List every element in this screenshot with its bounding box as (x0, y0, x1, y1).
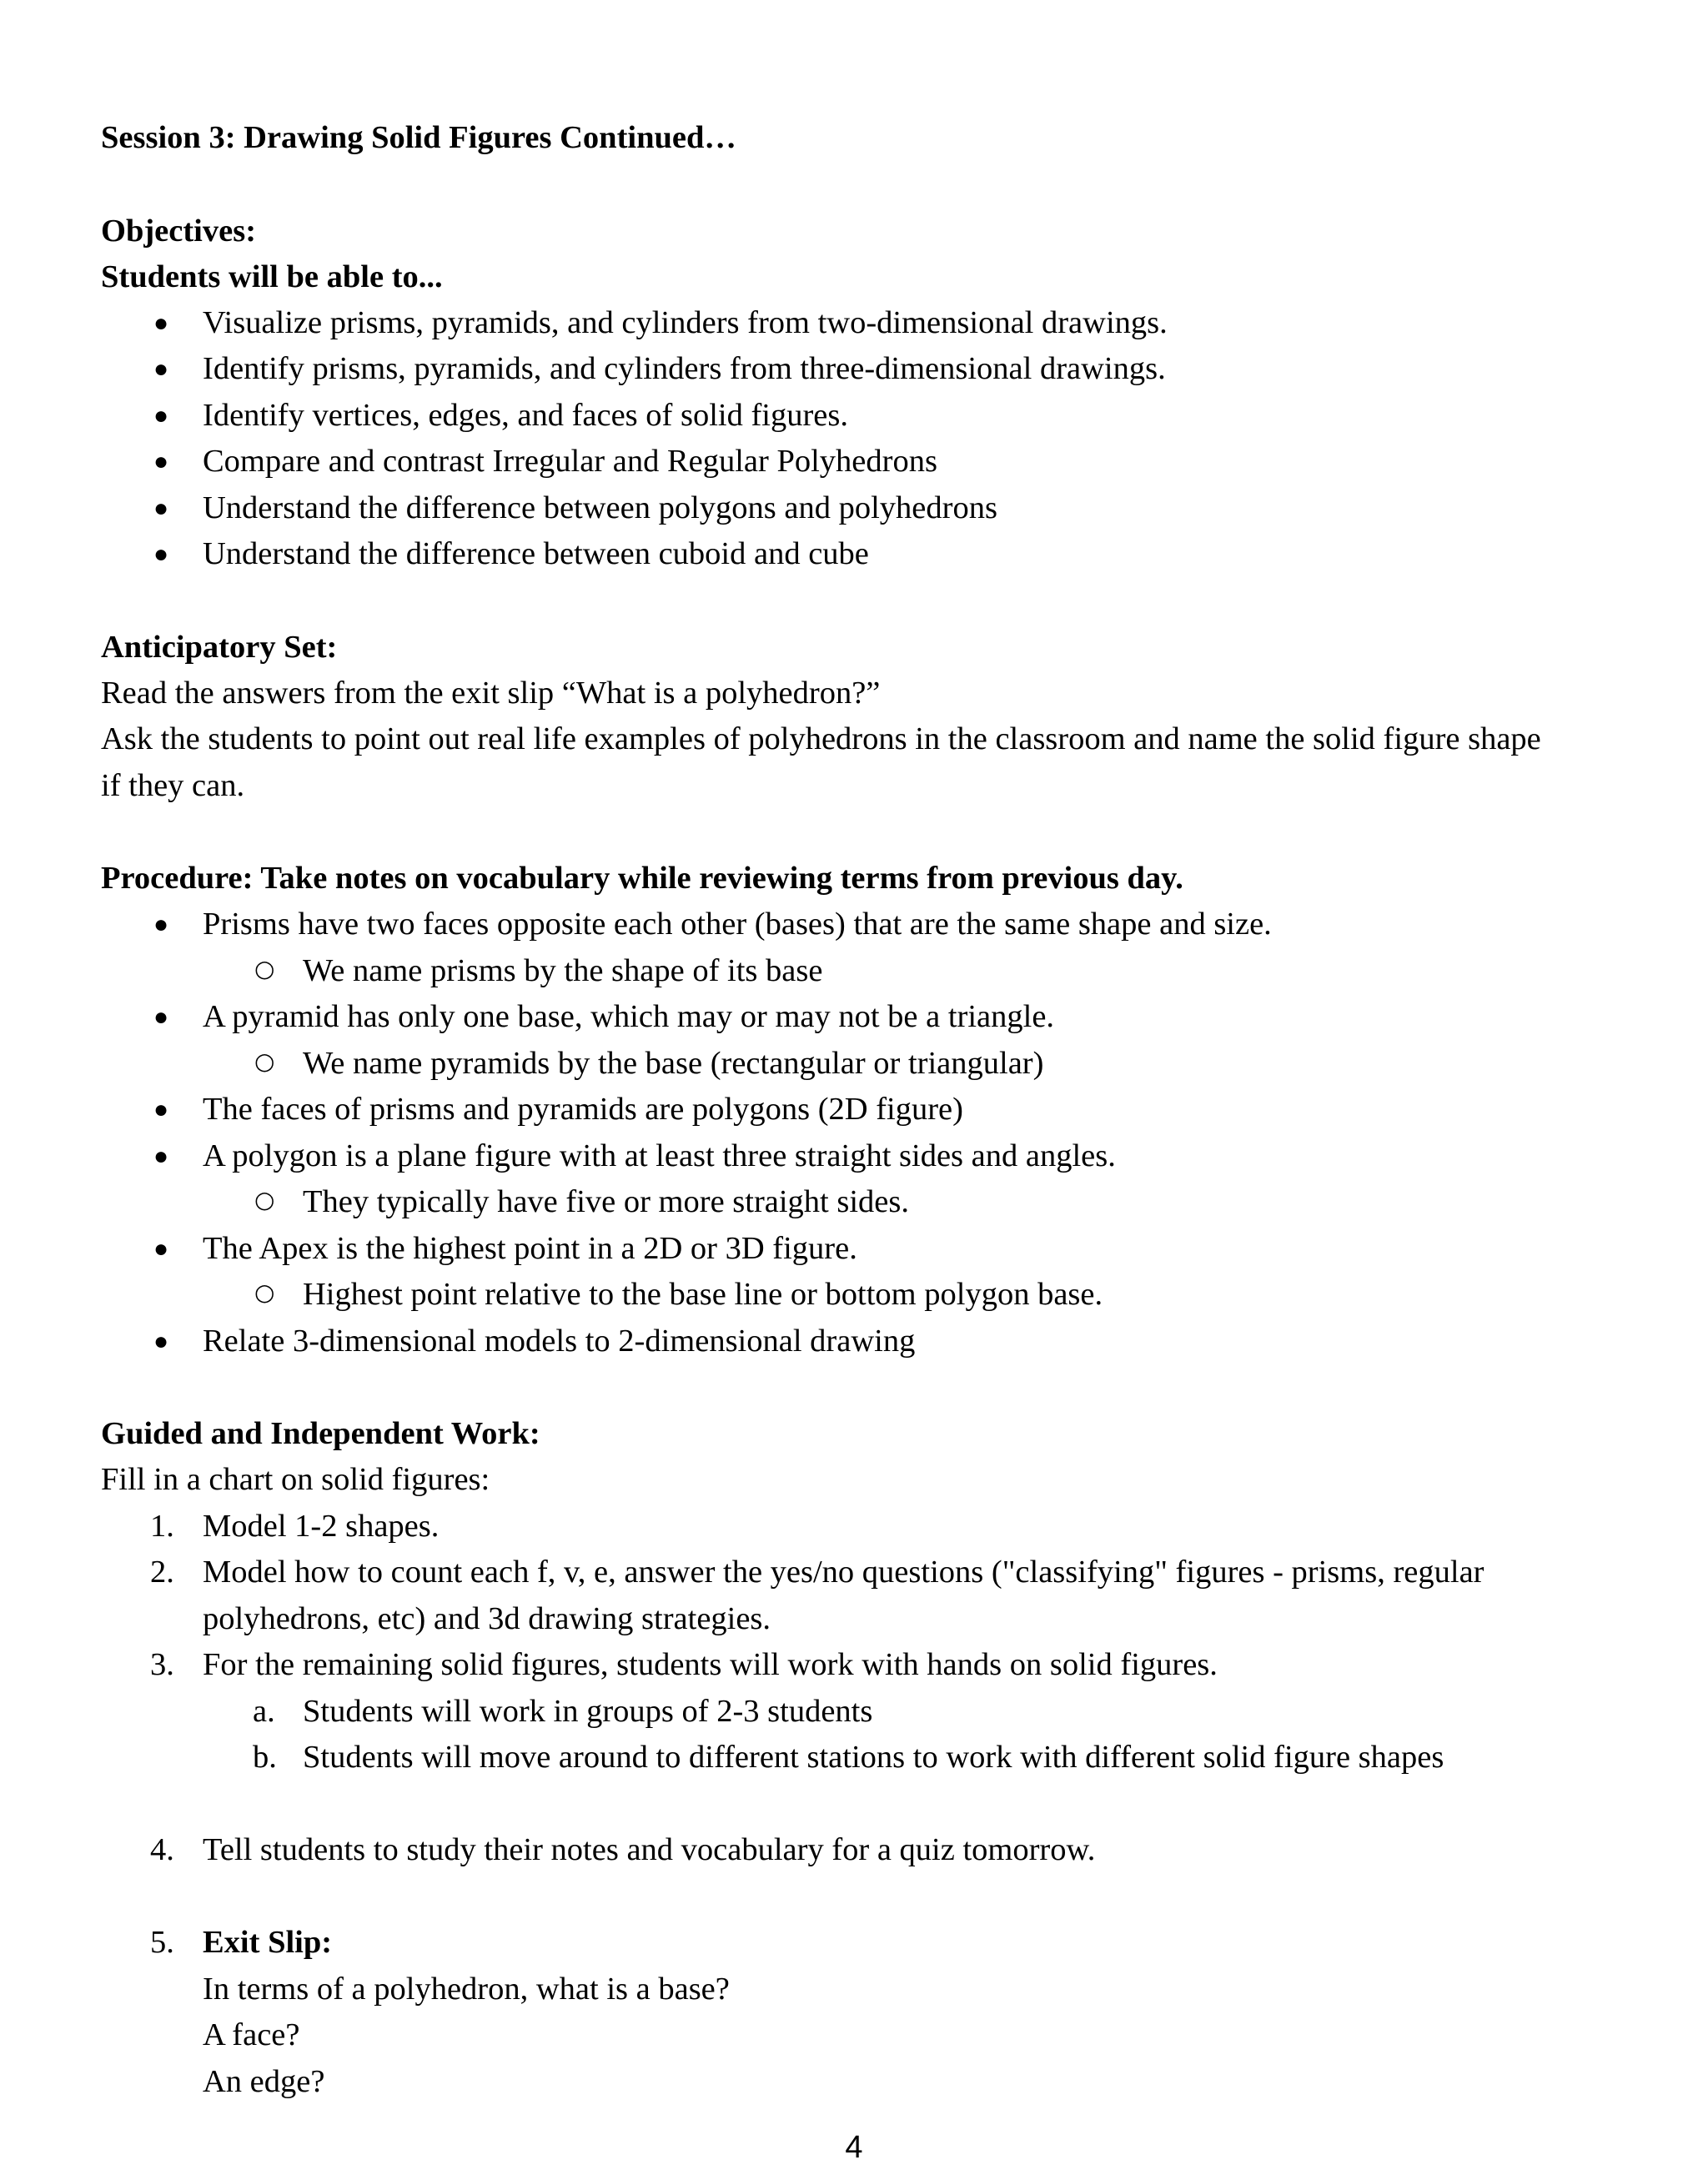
bullet-icon: ● (153, 309, 169, 337)
procedure-item: A pyramid has only one base, which may or may not be a triangle. (203, 999, 1055, 1034)
list-letter: b. (253, 1740, 277, 1775)
circle-bullet-icon: ○ (254, 1186, 275, 1213)
procedure-heading: Procedure: Take notes on vocabulary while reviewing terms from previous day. (101, 861, 1183, 896)
guided-item-continued: polyhedrons, etc) and 3d drawing strategies. (203, 1601, 771, 1636)
guided-item: Model 1-2 shapes. (203, 1509, 440, 1544)
procedure-subitem: We name pyramids by the base (rectangular or triangular) (303, 1046, 1044, 1081)
anticipatory-heading: Anticipatory Set: (101, 630, 338, 665)
procedure-item: Relate 3-dimensional models to 2-dimensional drawing (203, 1324, 916, 1359)
bullet-icon: ● (153, 355, 169, 383)
circle-bullet-icon: ○ (254, 1278, 275, 1306)
bullet-icon: ● (153, 911, 169, 938)
exit-slip-question: In terms of a polyhedron, what is a base? (203, 1972, 730, 2007)
guided-item: Model how to count each f, v, e, answer the yes/no questions ("classifying" figures - prisms, regular (203, 1555, 1484, 1590)
objectives-heading: Objectives: (101, 213, 257, 249)
anticipatory-text: Read the answers from the exit slip “What is a polyhedron?” (101, 676, 881, 711)
page-title: Session 3: Drawing Solid Figures Continued… (101, 120, 736, 155)
objective-item: Compare and contrast Irregular and Regular Polyhedrons (203, 444, 937, 479)
list-number: 5. (150, 1925, 174, 1960)
circle-bullet-icon: ○ (254, 1047, 275, 1075)
guided-subitem: Students will work in groups of 2-3 students (303, 1694, 873, 1729)
objective-item: Visualize prisms, pyramids, and cylinders from two-dimensional drawings. (203, 305, 1168, 340)
procedure-item: A polygon is a plane figure with at least three straight sides and angles. (203, 1138, 1116, 1173)
objective-item: Identify prisms, pyramids, and cylinders from three-dimensional drawings. (203, 351, 1166, 386)
procedure-subitem: They typically have five or more straight sides. (303, 1184, 910, 1219)
objective-item: Identify vertices, edges, and faces of solid figures. (203, 398, 849, 433)
bullet-icon: ● (153, 1143, 169, 1170)
bullet-icon: ● (153, 540, 169, 568)
procedure-item: The faces of prisms and pyramids are polygons (2D figure) (203, 1092, 963, 1127)
exit-slip-question: A face? (203, 2017, 300, 2052)
objectives-subheading: Students will be able to... (101, 259, 443, 294)
guided-heading: Guided and Independent Work: (101, 1416, 540, 1451)
anticipatory-text: Ask the students to point out real life examples of polyhedrons in the classroom and name the solid figure shape (101, 721, 1541, 756)
guided-subitem: Students will move around to different stations to work with different solid figure shapes (303, 1740, 1444, 1775)
procedure-subitem: We name prisms by the shape of its base (303, 953, 823, 988)
list-number: 3. (150, 1647, 174, 1682)
objective-item: Understand the difference between cuboid and cube (203, 536, 869, 571)
guided-item: For the remaining solid figures, students will work with hands on solid figures. (203, 1647, 1218, 1682)
exit-slip-heading: Exit Slip: (203, 1925, 333, 1960)
bullet-icon: ● (153, 1328, 169, 1355)
exit-slip-question: An edge? (203, 2064, 325, 2099)
procedure-item: Prisms have two faces opposite each other (bases) that are the same shape and size. (203, 907, 1272, 942)
circle-bullet-icon: ○ (254, 955, 275, 982)
list-number: 1. (150, 1509, 174, 1544)
guided-intro: Fill in a chart on solid figures: (101, 1462, 490, 1497)
procedure-subitem: Highest point relative to the base line or bottom polygon base. (303, 1277, 1103, 1312)
guided-item: Tell students to study their notes and vocabulary for a quiz tomorrow. (203, 1832, 1096, 1867)
list-letter: a. (253, 1694, 275, 1729)
page-number: 4 (845, 2130, 863, 2165)
list-number: 2. (150, 1555, 174, 1590)
anticipatory-text: if they can. (101, 768, 245, 803)
objective-item: Understand the difference between polygons and polyhedrons (203, 490, 997, 525)
bullet-icon: ● (153, 495, 169, 522)
bullet-icon: ● (153, 402, 169, 429)
bullet-icon: ● (153, 448, 169, 475)
procedure-item: The Apex is the highest point in a 2D or 3D figure. (203, 1231, 857, 1266)
list-number: 4. (150, 1832, 174, 1867)
bullet-icon: ● (153, 1003, 169, 1031)
bullet-icon: ● (153, 1096, 169, 1123)
bullet-icon: ● (153, 1235, 169, 1263)
